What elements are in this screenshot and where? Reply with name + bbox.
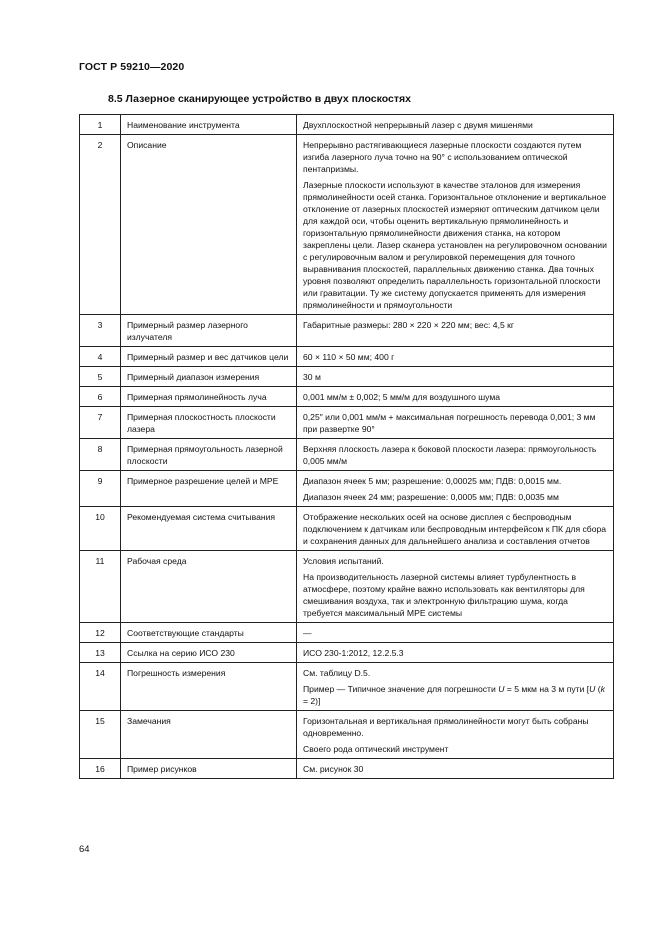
value-paragraph: — <box>303 628 312 638</box>
value-paragraph: Горизонтальная и вертикальная прямолинейности могут быть собраны одновременно. <box>303 716 589 738</box>
table-row <box>80 663 614 711</box>
row-label: Пример рисунков <box>121 759 297 779</box>
row-label: Примерный размер и вес датчиков цели <box>121 347 297 367</box>
row-label: Примерный размер лазерного излучателя <box>121 315 297 347</box>
row-label: Примерное разрешение целей и MPE <box>121 471 297 507</box>
row-number: 10 <box>80 507 121 551</box>
value-paragraph: ИСО 230-1:2012, 12.2.5.3 <box>303 648 404 658</box>
example-open: ( <box>595 684 601 694</box>
row-label: Примерная прямоугольность лазерной плоскости <box>121 439 297 471</box>
row-number: 9 <box>80 471 121 507</box>
row-number: 12 <box>80 623 121 643</box>
row-value <box>297 623 614 643</box>
row-value <box>297 347 614 367</box>
row-label: Наименование инструмента <box>121 115 297 135</box>
table-row <box>80 135 614 315</box>
row-value <box>297 135 614 315</box>
row-value <box>297 551 614 623</box>
row-number: 16 <box>80 759 121 779</box>
value-paragraph: Непрерывно растягивающиеся лазерные плоскости создаются путем изгиба лазерного луча точно на 90° с использованием оптической пентапризмы. <box>303 140 582 174</box>
row-value <box>297 663 614 711</box>
row-label: Примерный диапазон измерения <box>121 367 297 387</box>
table-row <box>80 315 614 347</box>
row-label: Замечания <box>121 711 297 759</box>
value-paragraph: Лазерные плоскости используют в качестве эталонов для измерения прямолинейности осей станка. Горизонтальное отклонение и вертикальное отклонение от лазерных плоскостей измеряют оптическим датчиком цели для каждой оси, чтобы оценить вертикальную прямолинейность и горизонтальную прямолинейности движения станка, на котором закреплены цели. Лазер сканера установлен на регулировочном основании с регулировочным валом и регулировкой перемещения для точного выравнивания плоскостей, параллельных движению станка. Два точных уровня позволяют определить параллельность горизонтальной плоскости или гравитации. Ту же систему допускается применять для измерения прямолинейности и прямоугольности <box>303 180 607 310</box>
value-paragraph: Диапазон ячеек 5 мм; разрешение: 0,00025 мм; ПДВ: 0,0015 мм. <box>303 476 562 486</box>
row-label: Рабочая среда <box>121 551 297 623</box>
row-value <box>297 507 614 551</box>
row-number: 2 <box>80 135 121 315</box>
row-number: 14 <box>80 663 121 711</box>
value-paragraph: Условия испытаний. <box>303 556 384 566</box>
document-code: ГОСТ Р 59210—2020 <box>79 61 185 73</box>
row-label: Соответствующие стандарты <box>121 623 297 643</box>
spec-table <box>79 114 614 779</box>
row-label: Примерная прямолинейность луча <box>121 387 297 407</box>
row-label: Примерная плоскостность плоскости лазера <box>121 407 297 439</box>
row-value <box>297 367 614 387</box>
row-number: 15 <box>80 711 121 759</box>
value-paragraph: См. рисунок 30 <box>303 764 364 774</box>
table-row <box>80 643 614 663</box>
example-lead: Пример — Типичное значение для погрешности <box>303 684 496 694</box>
row-value <box>297 407 614 439</box>
row-number: 3 <box>80 315 121 347</box>
row-label: Ссылка на серию ИСО 230 <box>121 643 297 663</box>
table-row <box>80 367 614 387</box>
value-paragraph: Габаритные размеры: 280 × 220 × 220 мм; вес: 4,5 кг <box>303 320 515 330</box>
row-value <box>297 315 614 347</box>
example-mid: = 5 мкм на 3 м пути [ <box>504 684 590 694</box>
table-row <box>80 623 614 643</box>
row-number: 6 <box>80 387 121 407</box>
table-row <box>80 551 614 623</box>
row-number: 4 <box>80 347 121 367</box>
value-paragraph: Диапазон ячеек 24 мм; разрешение: 0,0005 мм; ПДВ: 0,0035 мм <box>303 492 559 502</box>
symbol-u: U <box>589 684 596 694</box>
row-number: 5 <box>80 367 121 387</box>
row-value <box>297 471 614 507</box>
row-number: 8 <box>80 439 121 471</box>
value-paragraph: 30 м <box>303 372 321 382</box>
row-value <box>297 115 614 135</box>
value-paragraph: См. таблицу D.5. <box>303 668 371 678</box>
row-label: Описание <box>121 135 297 315</box>
row-value <box>297 439 614 471</box>
row-value <box>297 759 614 779</box>
page-number: 64 <box>79 844 90 855</box>
row-value <box>297 387 614 407</box>
table-row <box>80 711 614 759</box>
value-paragraph: Двухплоскостной непрерывный лазер с двумя мишенями <box>303 120 533 130</box>
row-label: Рекомендуемая система считывания <box>121 507 297 551</box>
value-paragraph: Отображение нескольких осей на основе дисплея с беспроводным подключением к датчикам или беспроводным интерфейсом к ПК для сбора и сохранения данных для дальнейшего анализа и составления отчетов <box>303 512 607 546</box>
table-row <box>80 471 614 507</box>
value-paragraph: Своего рода оптический инструмент <box>303 744 449 754</box>
value-paragraph: 60 × 110 × 50 мм; 400 г <box>303 352 395 362</box>
row-label: Погрешность измерения <box>121 663 297 711</box>
row-number: 11 <box>80 551 121 623</box>
row-number: 7 <box>80 407 121 439</box>
symbol-k: k <box>600 684 605 694</box>
table-row <box>80 115 614 135</box>
example-tail: = 2)] <box>303 696 321 706</box>
value-paragraph: 0,001 мм/м ± 0,002; 5 мм/м для воздушного шума <box>303 392 501 402</box>
row-value <box>297 711 614 759</box>
value-paragraph: На производительность лазерной системы влияет турбулентность в атмосфере, поэтому крайне важно использовать как вентиляторы для смешивания воздуха, так и электронную фильтрацию шума, когда требуется максимальный MPE системы <box>303 572 585 618</box>
table-row <box>80 507 614 551</box>
table-row <box>80 759 614 779</box>
table-row <box>80 347 614 367</box>
section-title: 8.5 Лазерное сканирующее устройство в двух плоскостях <box>108 93 411 105</box>
example-note <box>303 683 607 707</box>
table-row <box>80 387 614 407</box>
symbol-u: U <box>498 684 505 694</box>
row-number: 13 <box>80 643 121 663</box>
row-value <box>297 643 614 663</box>
value-paragraph: 0,25″ или 0,001 мм/м + максимальная погрешность перевода 0,001; 3 мм при развертке 90° <box>303 412 596 434</box>
table-row <box>80 407 614 439</box>
table-row <box>80 439 614 471</box>
row-number: 1 <box>80 115 121 135</box>
value-paragraph: Верхняя плоскость лазера к боковой плоскости лазера: прямоугольность 0,005 мм/м <box>303 444 597 466</box>
